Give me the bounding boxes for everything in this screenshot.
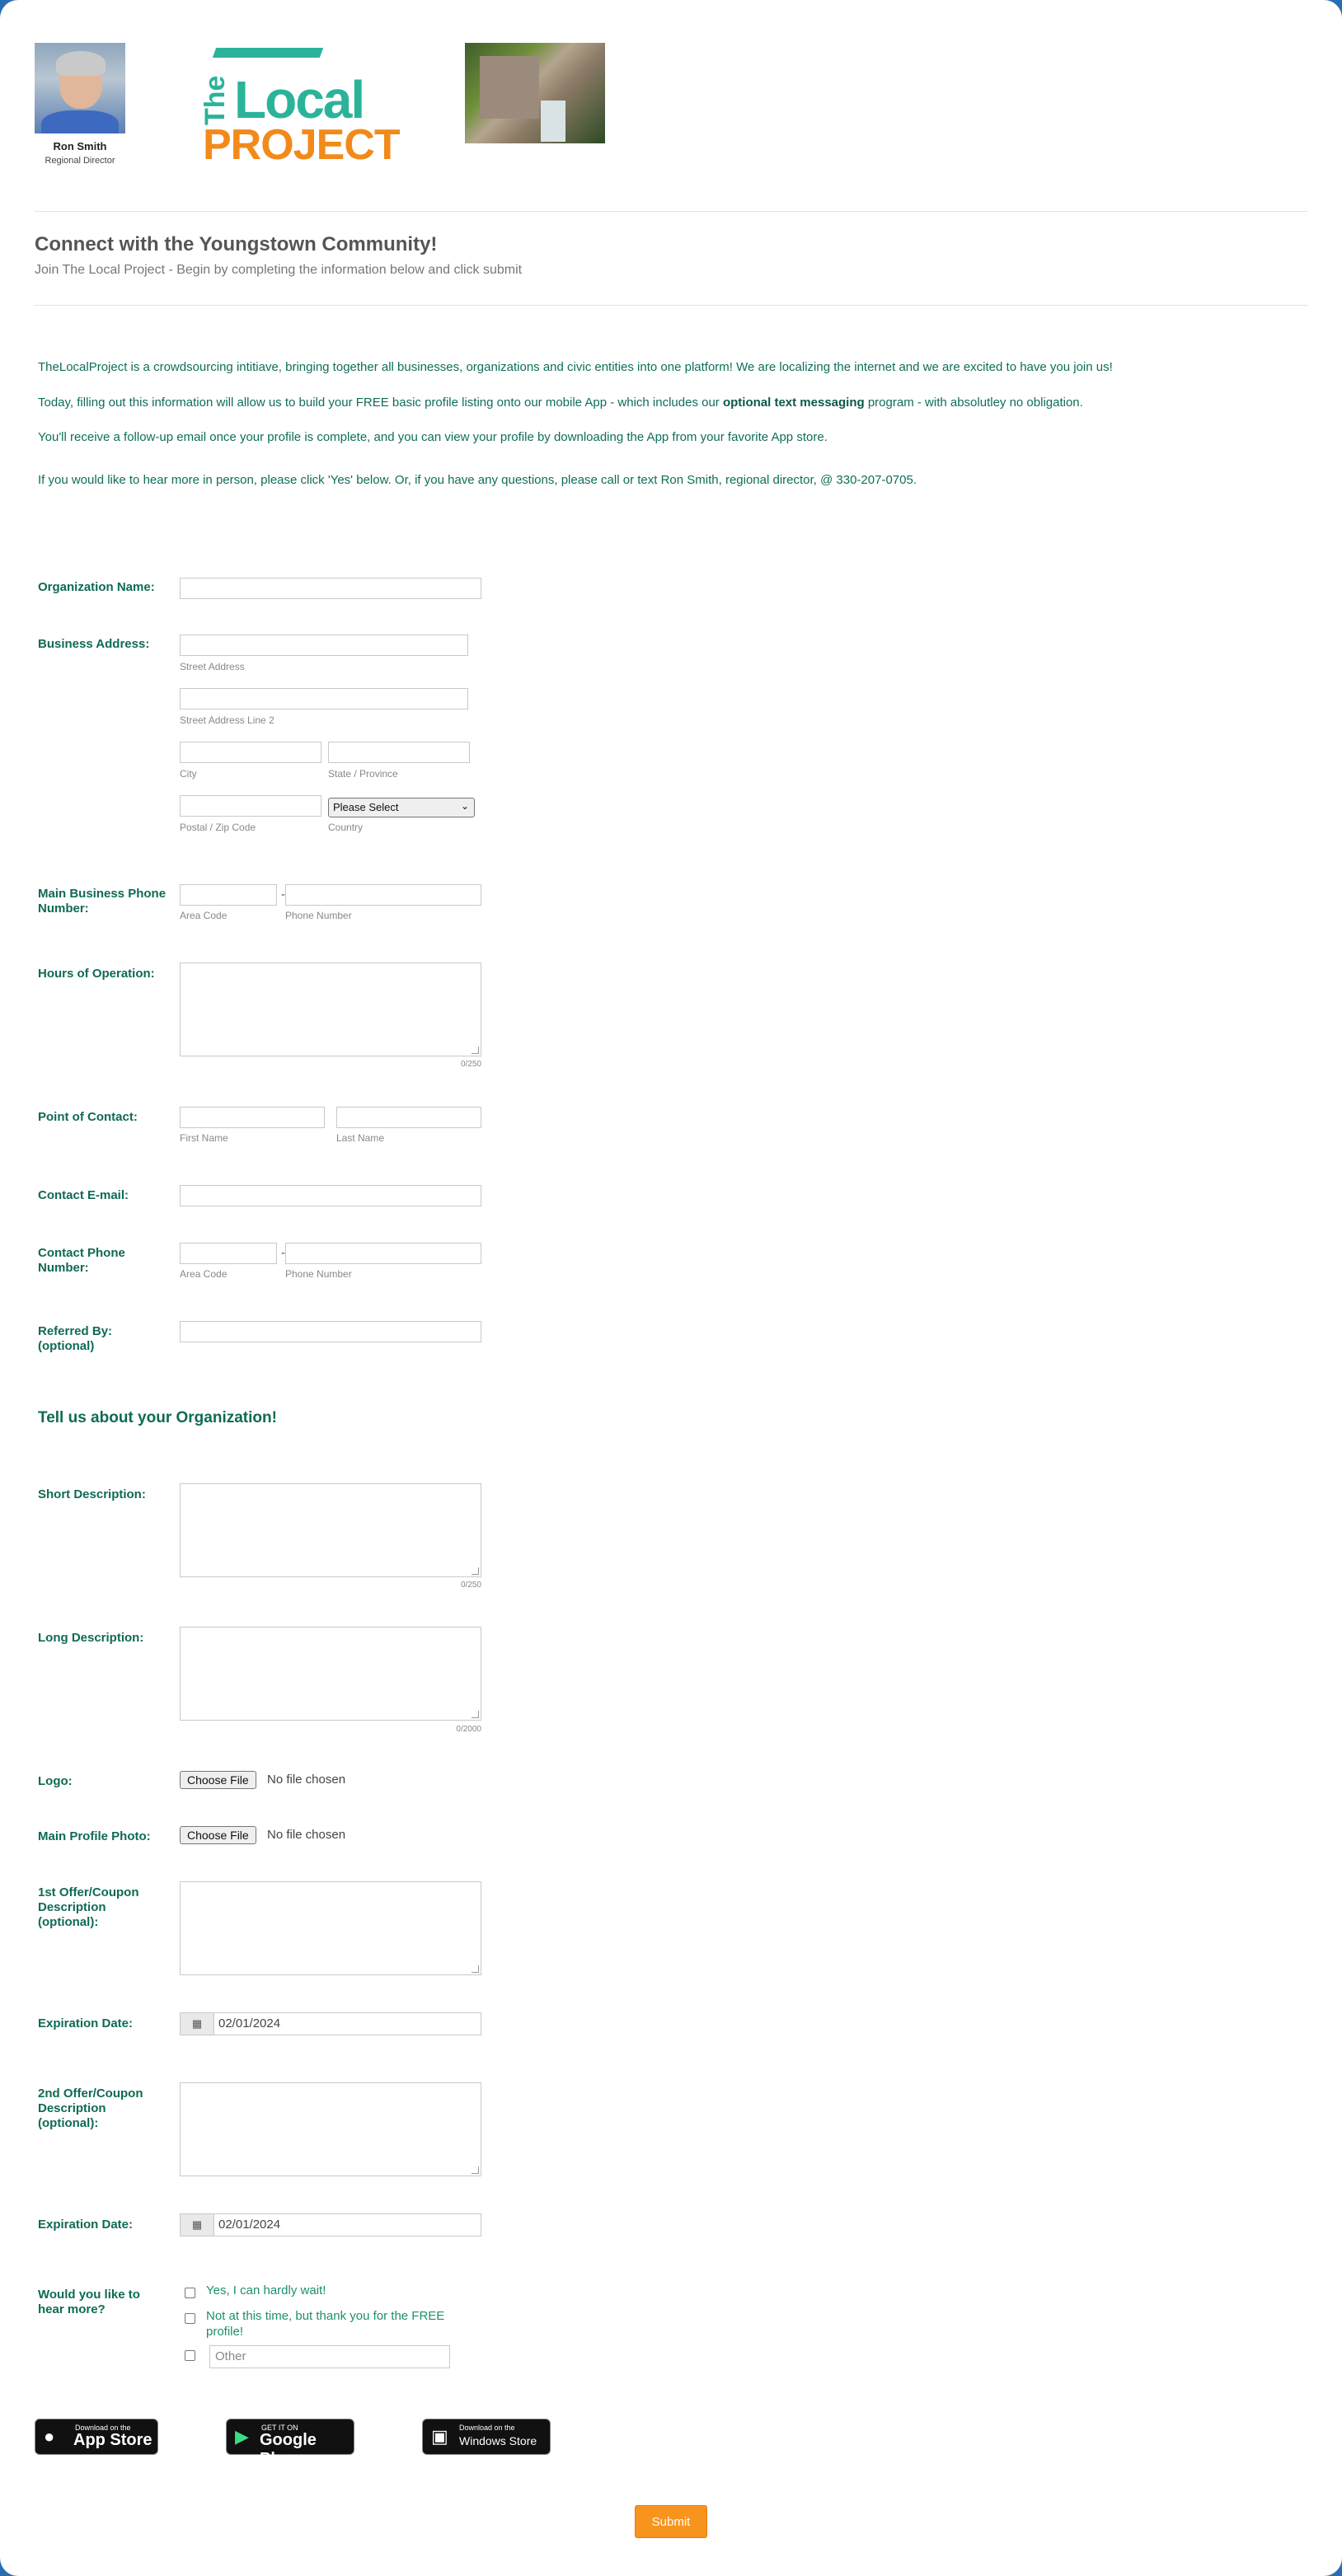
country-select[interactable]: Please Select ⌄: [328, 798, 475, 817]
profile-photo-choose-file-button[interactable]: Choose File: [180, 1826, 256, 1844]
calendar-icon[interactable]: ▦: [181, 2214, 214, 2236]
email-input[interactable]: [180, 1185, 481, 1206]
logo-label: Logo:: [38, 1774, 73, 1788]
other-input[interactable]: Other: [209, 2345, 450, 2368]
offer2-label: 2nd Offer/Coupon Description (optional):: [38, 2087, 143, 2130]
calendar-icon[interactable]: ▦: [181, 2013, 214, 2035]
city-input[interactable]: [180, 742, 321, 763]
play-icon: ▶: [235, 2426, 249, 2447]
chevron-down-icon: ⌄: [460, 800, 469, 812]
yes-option-label: Yes, I can hardly wait!: [206, 2283, 326, 2297]
referred-input[interactable]: [180, 1321, 481, 1342]
street-address-2-input[interactable]: [180, 688, 468, 710]
last-name-input[interactable]: [336, 1107, 481, 1128]
contact-phone-number-input[interactable]: [285, 1243, 481, 1264]
exp-date-2-field[interactable]: [180, 2213, 481, 2236]
logo-file-status: No file chosen: [267, 1773, 346, 1787]
no-option-label: Not at this time, but thank you for the FREE profile!: [206, 2309, 445, 2339]
state-sublabel: State / Province: [328, 768, 398, 780]
exp-date-2-value: 02/01/2024: [218, 2218, 281, 2232]
page-subtitle: Join The Local Project - Begin by completing the information below and click submit: [35, 263, 523, 277]
apple-icon: ●: [44, 2426, 55, 2447]
state-input[interactable]: [328, 742, 470, 763]
zip-sublabel: Postal / Zip Code: [180, 822, 256, 833]
windows-store-badge[interactable]: ▣ Download on the Windows Store: [422, 2419, 551, 2455]
logo-choose-file-button[interactable]: Choose File: [180, 1771, 256, 1789]
hours-label: Hours of Operation:: [38, 967, 155, 981]
no-checkbox[interactable]: [185, 2313, 195, 2324]
contact-label: Point of Contact:: [38, 1110, 138, 1124]
long-desc-counter: 0/2000: [456, 1725, 481, 1734]
app-store-badge[interactable]: ● Download on the App Store: [35, 2419, 158, 2455]
long-desc-textarea[interactable]: [180, 1627, 481, 1721]
phone-number-sublabel: Phone Number: [285, 1268, 352, 1280]
contact-phone-label: Contact Phone Number:: [38, 1246, 125, 1275]
exp-date-1-value: 02/01/2024: [218, 2016, 281, 2030]
exp-date-2-label: Expiration Date:: [38, 2218, 134, 2232]
offer2-textarea[interactable]: [180, 2082, 481, 2176]
phone-dash: -: [281, 1246, 285, 1260]
area-code-sublabel: Area Code: [180, 1268, 228, 1280]
submit-button[interactable]: Submit: [635, 2505, 707, 2538]
mill-photo: [465, 43, 605, 143]
hours-counter: 0/250: [460, 1060, 481, 1069]
exp-date-1-label: Expiration Date:: [38, 2016, 134, 2030]
windows-store-icon: ▣: [431, 2426, 448, 2447]
first-name-sublabel: First Name: [180, 1132, 228, 1144]
org-name-input[interactable]: [180, 578, 481, 599]
referred-label: Referred By: (optional): [38, 1324, 113, 1353]
contact-phone-area-input[interactable]: [180, 1243, 277, 1264]
zip-input[interactable]: [180, 795, 321, 817]
last-name-sublabel: Last Name: [336, 1132, 385, 1144]
main-phone-label: Main Business Phone Number:: [38, 887, 167, 916]
city-sublabel: City: [180, 768, 197, 780]
short-desc-label: Short Description:: [38, 1487, 146, 1501]
exp-date-1-field[interactable]: [180, 2012, 481, 2035]
yes-checkbox[interactable]: [185, 2288, 195, 2298]
intro-paragraph-4: If you would like to hear more in person, please click 'Yes' below. Or, if you have any questions, please call or text Ron Smith, regional director, @ 330-207-0705.: [38, 473, 917, 487]
main-phone-area-input[interactable]: [180, 884, 277, 906]
long-desc-label: Long Description:: [38, 1631, 144, 1645]
divider: [35, 211, 1307, 212]
director-photo: [35, 43, 125, 133]
section-heading: Tell us about your Organization!: [38, 1409, 277, 1426]
area-code-sublabel: Area Code: [180, 910, 228, 921]
intro-paragraph-3: You'll receive a follow-up email once your profile is complete, and you can view your profile by downloading the App from your favorite App store.: [38, 430, 828, 444]
address-label: Business Address:: [38, 637, 150, 651]
main-phone-number-input[interactable]: [285, 884, 481, 906]
other-checkbox[interactable]: [185, 2350, 195, 2361]
street-address-2-sublabel: Street Address Line 2: [180, 714, 274, 726]
director-role: Regional Director: [45, 156, 115, 166]
director-name: Ron Smith: [53, 140, 107, 152]
phone-number-sublabel: Phone Number: [285, 910, 352, 921]
short-desc-textarea[interactable]: [180, 1483, 481, 1577]
street-address-input[interactable]: [180, 635, 468, 656]
google-play-badge[interactable]: ▶ GET IT ON Google Play: [226, 2419, 354, 2455]
short-desc-counter: 0/250: [460, 1581, 481, 1590]
hours-textarea[interactable]: [180, 962, 481, 1056]
country-sublabel: Country: [328, 822, 364, 833]
intro-paragraph-1: TheLocalProject is a crowdsourcing intitiave, bringing together all businesses, organizations and civic entities into one platform! We are localizing the internet and we are excited to have you join us!: [38, 360, 1113, 374]
hear-more-label: Would you like to hear more?: [38, 2288, 140, 2316]
profile-photo-label: Main Profile Photo:: [38, 1829, 151, 1843]
phone-dash: -: [281, 888, 285, 902]
street-address-sublabel: Street Address: [180, 661, 245, 672]
offer1-label: 1st Offer/Coupon Description (optional):: [38, 1885, 139, 1929]
first-name-input[interactable]: [180, 1107, 325, 1128]
org-name-label: Organization Name:: [38, 580, 155, 594]
email-label: Contact E-mail:: [38, 1188, 129, 1202]
profile-photo-file-status: No file chosen: [267, 1828, 346, 1842]
local-project-logo: The Local PROJECT: [198, 44, 396, 168]
divider: [35, 305, 1307, 306]
offer1-textarea[interactable]: [180, 1881, 481, 1975]
intro-paragraph-2: Today, filling out this information will allow us to build your FREE basic profile listing onto our mobile App - which includes our optional text messaging program - with absolutley no obligation.: [38, 396, 1083, 410]
page-title: Connect with the Youngstown Community!: [35, 233, 438, 255]
